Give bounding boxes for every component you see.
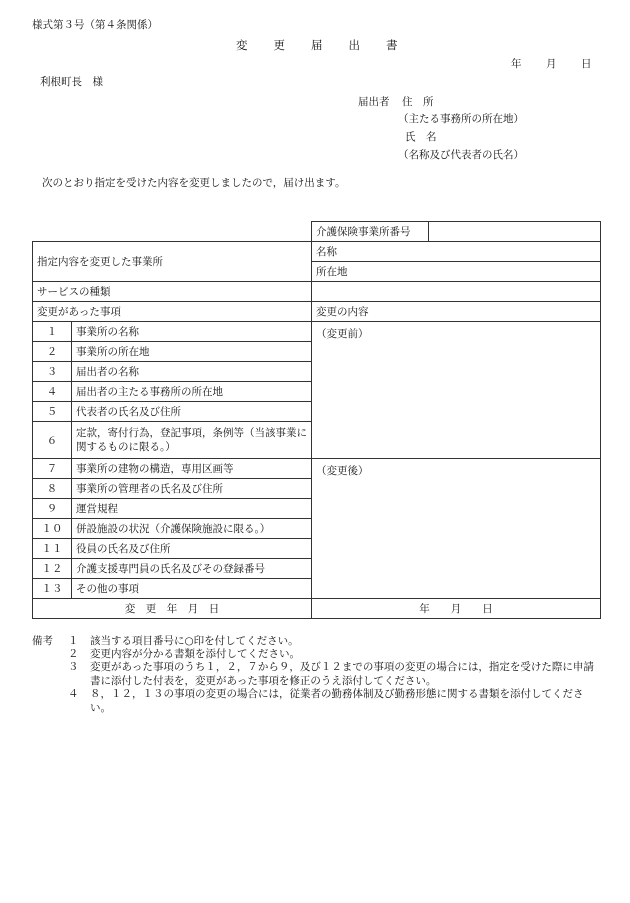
office-number-field[interactable] xyxy=(429,222,601,242)
address-sub-label: （主たる事務所の所在地） xyxy=(398,113,524,125)
item-number[interactable]: ２ xyxy=(33,342,72,362)
name-label: 氏 名 xyxy=(405,131,437,143)
form-number: 様式第３号（第４条関係） xyxy=(32,19,158,31)
item-label: 届出者の主たる事務所の所在地 xyxy=(72,382,312,402)
item-number[interactable]: ８ xyxy=(33,479,72,499)
title-char: 届 xyxy=(311,38,323,52)
date-month-label: 月 xyxy=(546,58,557,70)
change-form-table xyxy=(32,221,601,619)
table-row xyxy=(33,599,601,619)
item-label: 定款，寄付行為，登記事項，条例等（当該事業に関するものに限る。） xyxy=(72,422,312,459)
change-date-field[interactable]: 年 月 日 xyxy=(312,599,601,619)
office-location-field[interactable]: 所在地 xyxy=(312,262,601,282)
item-number[interactable]: １３ xyxy=(33,579,72,599)
service-type-field[interactable] xyxy=(312,282,601,302)
note-number: ３ xyxy=(68,661,79,673)
table-row xyxy=(33,302,601,322)
changed-items-header: 変更があった事項 xyxy=(33,302,312,322)
note-text: ８，１２，１３の事項の変更の場合には，従業者の勤務体制及び勤務形態に関する書類を添付してください。 xyxy=(90,688,584,714)
title-char: 書 xyxy=(386,38,398,52)
change-after-field[interactable]: （変更後） xyxy=(312,459,601,599)
item-label: その他の事項 xyxy=(72,579,312,599)
notes-label: 備考 xyxy=(32,635,53,647)
office-number-label: 介護保険事業所番号 xyxy=(312,222,429,242)
office-name-field[interactable]: 名称 xyxy=(312,242,601,262)
item-number[interactable]: ５ xyxy=(33,402,72,422)
name-sub-label: （名称及び代表者の氏名） xyxy=(398,149,524,161)
table-row xyxy=(33,222,601,242)
title-char: 変 xyxy=(236,38,248,52)
table-row xyxy=(33,459,601,479)
item-label: 併設施設の状況（介護保険施設に限る。） xyxy=(72,519,312,539)
note-number: ４ xyxy=(68,688,79,700)
applicant-label: 届出者 xyxy=(358,96,390,108)
item-number[interactable]: ７ xyxy=(33,459,72,479)
item-number[interactable]: ３ xyxy=(33,362,72,382)
item-label: 代表者の氏名及び住所 xyxy=(72,402,312,422)
note-number: ２ xyxy=(68,648,79,660)
item-label: 事業所の所在地 xyxy=(72,342,312,362)
item-label: 届出者の名称 xyxy=(72,362,312,382)
item-number[interactable]: ４ xyxy=(33,382,72,402)
item-label: 役員の氏名及び住所 xyxy=(72,539,312,559)
item-label: 運営規程 xyxy=(72,499,312,519)
address-label: 住 所 xyxy=(402,96,434,108)
change-content-header: 変更の内容 xyxy=(312,302,601,322)
service-type-label: サービスの種類 xyxy=(33,282,312,302)
addressee: 利根町長 様 xyxy=(40,76,103,88)
item-number[interactable]: １２ xyxy=(33,559,72,579)
date-year-label: 年 xyxy=(511,58,522,70)
document-title xyxy=(236,37,424,53)
note-text: 変更内容が分かる書類を添付してください。 xyxy=(90,648,300,660)
item-label: 事業所の管理者の氏名及び住所 xyxy=(72,479,312,499)
title-char: 更 xyxy=(273,38,285,52)
date-day-label: 日 xyxy=(581,58,592,70)
item-label: 介護支援専門員の氏名及びその登録番号 xyxy=(72,559,312,579)
statement: 次のとおり指定を受けた内容を変更しましたので，届け出ます。 xyxy=(42,177,346,189)
item-number[interactable]: １１ xyxy=(33,539,72,559)
table-row xyxy=(33,242,601,262)
note-text: 変更があった事項のうち１，２，７から９，及び１２までの事項の変更の場合には，指定を受けた際に申請書に添付した付表を，変更があった事項を修正のうえ添付してください。 xyxy=(90,661,594,687)
item-number[interactable]: １０ xyxy=(33,519,72,539)
table-row xyxy=(33,282,601,302)
item-number[interactable]: ６ xyxy=(33,422,72,459)
item-label: 事業所の名称 xyxy=(72,322,312,342)
item-label: 事業所の建物の構造，専用区画等 xyxy=(72,459,312,479)
item-number[interactable]: ９ xyxy=(33,499,72,519)
item-number[interactable]: １ xyxy=(33,322,72,342)
change-date-label: 変 更 年 月 日 xyxy=(33,599,312,619)
table-row xyxy=(33,322,601,342)
change-before-field[interactable]: （変更前） xyxy=(312,322,601,459)
title-char: 出 xyxy=(348,38,360,52)
changed-office-label: 指定内容を変更した事業所 xyxy=(33,242,312,282)
note-number: １ xyxy=(68,635,79,647)
note-text: 該当する項目番号に○印を付してください。 xyxy=(90,635,299,647)
